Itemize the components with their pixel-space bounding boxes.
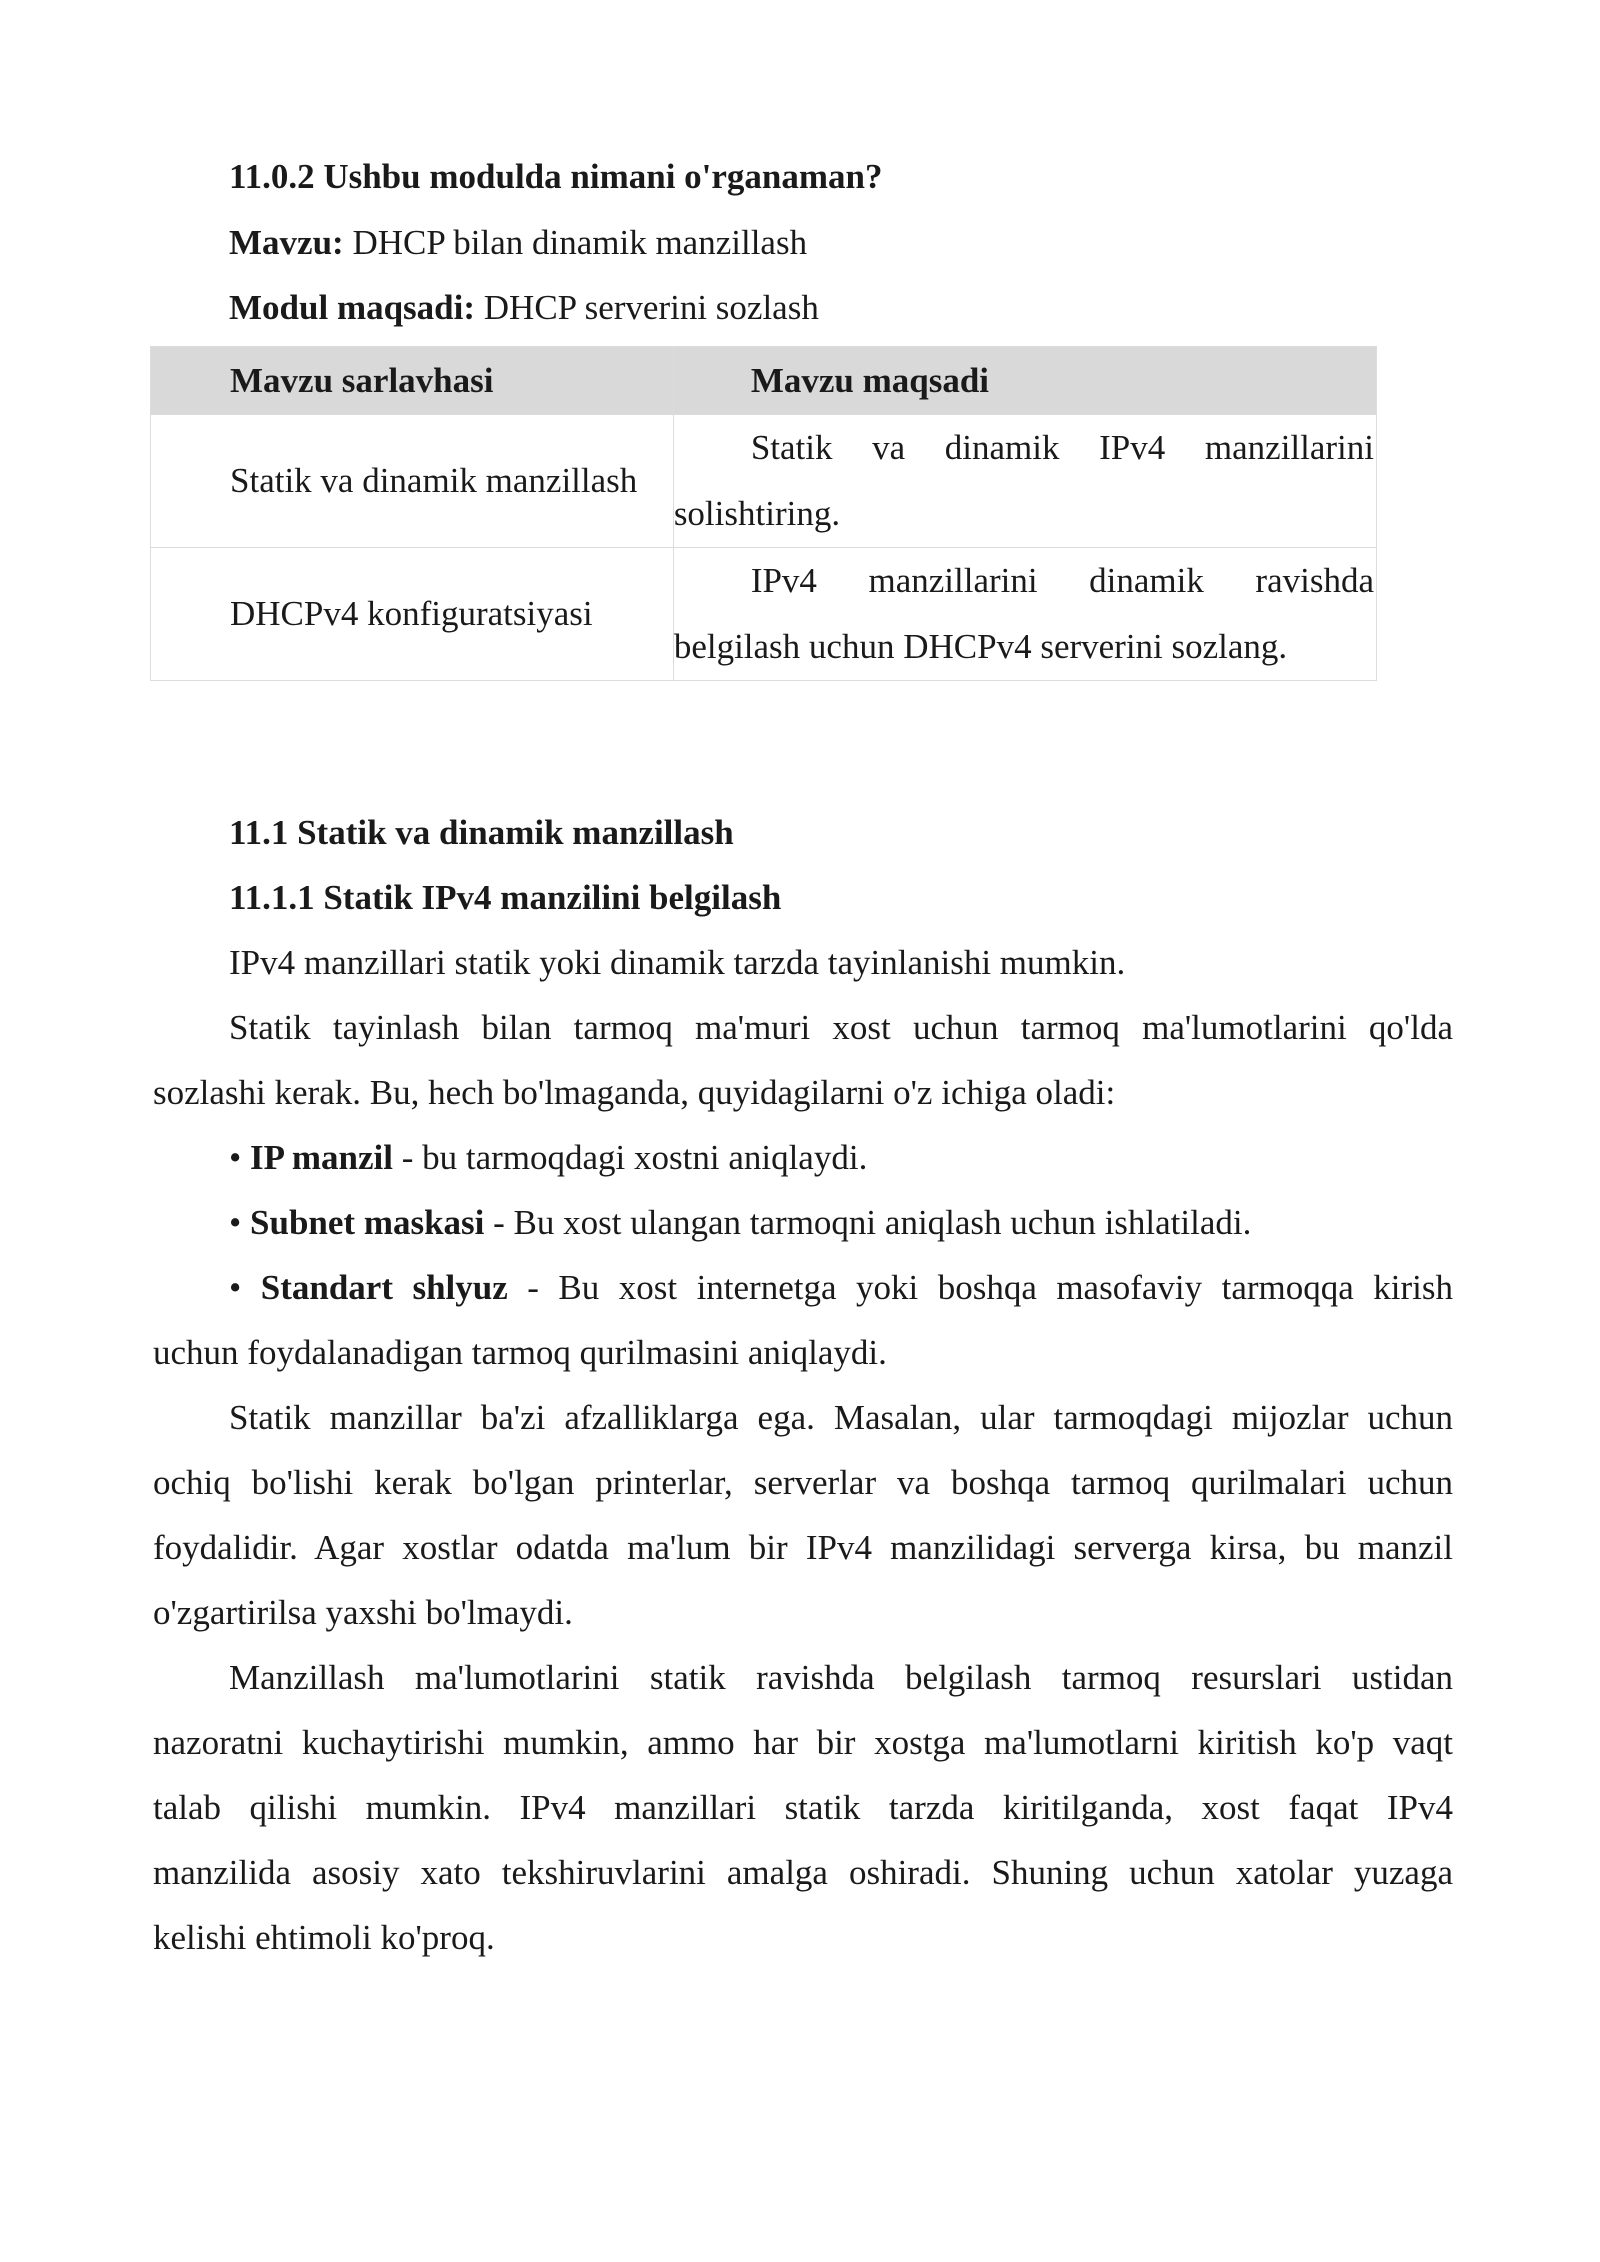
- bullet-term: IP manzil: [250, 1138, 393, 1177]
- paragraph-line: IPv4 manzillari statik yoki dinamik tarzda tayinlanishi mumkin.: [229, 943, 1126, 982]
- table-header-title: Mavzu sarlavhasi: [151, 347, 674, 415]
- bullet-icon: •: [229, 1268, 242, 1307]
- paragraph-line: manzilida asosiy xato tekshiruvlarini amalga oshiradi. Shuning uchun xatolar yuzaga: [153, 1853, 1453, 1892]
- table-cell-goal-line: Statik va dinamik IPv4 manzillarini: [750, 428, 1374, 467]
- bullet-desc: - Bu xost internetga yoki boshqa masofaviy tarmoqqa kirish: [507, 1268, 1453, 1307]
- section-heading: 11.1 Statik va dinamik manzillash: [229, 813, 734, 852]
- table-cell-title: DHCPv4 konfiguratsiyasi: [151, 548, 674, 681]
- topic-label: Mavzu:: [229, 223, 344, 262]
- table-header-row: [151, 347, 1377, 415]
- paragraph-line: nazoratni kuchaytirishi mumkin, ammo har bir xostga ma'lumotlarni kiritish ko'p vaqt: [153, 1723, 1453, 1762]
- paragraph-line: foydalidir. Agar xostlar odatda ma'lum bir IPv4 manzilidagi serverga kirsa, bu manzil: [153, 1528, 1453, 1567]
- topic-value: DHCP bilan dinamik manzillash: [343, 223, 808, 262]
- table-cell-goal-line: solishtiring.: [673, 494, 841, 533]
- bullet-desc: - bu tarmoqdagi xostni aniqlaydi.: [392, 1138, 868, 1177]
- paragraph-line: ochiq bo'lishi kerak bo'lgan printerlar, serverlar va boshqa tarmoq qurilmalari uchun: [153, 1463, 1453, 1502]
- table-header-goal: Mavzu maqsadi: [673, 347, 1376, 415]
- subsection-heading: 11.1.1 Statik IPv4 manzilini belgilash: [229, 878, 782, 917]
- bullet-term: Standart shlyuz: [260, 1268, 508, 1307]
- topics-table: [150, 346, 1377, 681]
- table-cell-goal: [673, 548, 1376, 681]
- table-cell-title: Statik va dinamik manzillash: [151, 415, 674, 548]
- table-cell-goal: [673, 415, 1376, 548]
- bullet-item: [229, 1125, 1529, 1191]
- module-goal-value: DHCP serverini sozlash: [475, 288, 819, 327]
- module-goal-label: Modul maqsadi:: [229, 288, 476, 327]
- bullet-term: Subnet maskasi: [250, 1203, 485, 1242]
- paragraph-line: Statik manzillar ba'zi afzalliklarga ega. Masalan, ular tarmoqdagi mijozlar uchun: [229, 1398, 1453, 1437]
- table-row: [151, 415, 1377, 548]
- paragraph-line: o'zgartirilsa yaxshi bo'lmaydi.: [153, 1593, 573, 1632]
- paragraph-line: uchun foydalanadigan tarmoq qurilmasini aniqlaydi.: [153, 1333, 887, 1372]
- bullet-desc: - Bu xost ulangan tarmoqni aniqlash uchun ishlatiladi.: [484, 1203, 1252, 1242]
- bullet-icon: •: [229, 1138, 242, 1177]
- bullet-icon: •: [229, 1203, 242, 1242]
- bullet-item: [229, 1255, 1453, 1321]
- module-goal-line: [229, 275, 1529, 341]
- paragraph-line: sozlashi kerak. Bu, hech bo'lmaganda, quyidagilarni o'z ichiga oladi:: [153, 1073, 1116, 1112]
- bullet-item: [229, 1190, 1529, 1256]
- module-heading: 11.0.2 Ushbu modulda nimani o'rganaman?: [229, 157, 883, 196]
- paragraph-line: Statik tayinlash bilan tarmoq ma'muri xost uchun tarmoq ma'lumotlarini qo'lda: [229, 1008, 1453, 1047]
- table-row: [151, 548, 1377, 681]
- table-cell-goal-line: IPv4 manzillarini dinamik ravishda: [750, 561, 1374, 600]
- table-cell-goal-line: belgilash uchun DHCPv4 serverini sozlang.: [673, 627, 1288, 666]
- paragraph-line: kelishi ehtimoli ko'proq.: [153, 1918, 495, 1957]
- topic-line: [229, 210, 1529, 276]
- paragraph-line: Manzillash ma'lumotlarini statik ravishda belgilash tarmoq resurslari ustidan: [229, 1658, 1453, 1697]
- paragraph-line: talab qilishi mumkin. IPv4 manzillari statik tarzda kiritilganda, xost faqat IPv4: [153, 1788, 1453, 1827]
